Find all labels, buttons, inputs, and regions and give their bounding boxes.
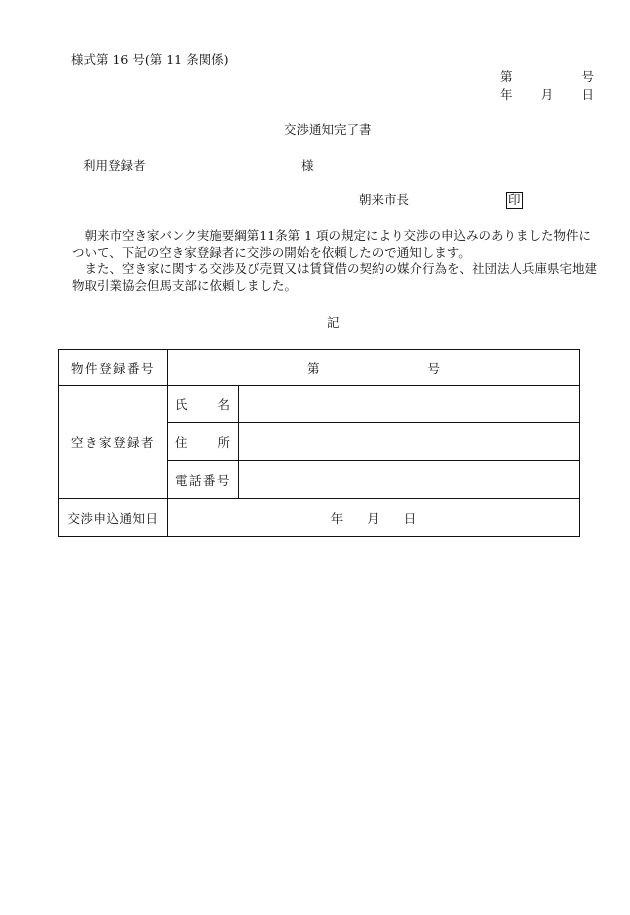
notice-date-year: 年 bbox=[330, 510, 344, 526]
property-number-value bbox=[168, 350, 580, 386]
seal-box: 印 bbox=[508, 192, 521, 207]
document-title: 交渉通知完了書 bbox=[284, 122, 372, 137]
document-number-suffix: 号 bbox=[581, 69, 594, 84]
seal-mark bbox=[506, 192, 523, 209]
recipient-label: 利用登録者 bbox=[83, 158, 146, 173]
property-number-prefix: 第 bbox=[306, 360, 320, 376]
body-paragraph-2: また、空き家に関する交渉及び売買又は賃貸借の契約の媒介行為を、社団法人兵庫県宅地建物取引業協会但馬支部に依頼しました。 bbox=[72, 261, 598, 293]
issue-date-day: 日 bbox=[581, 87, 594, 102]
note-heading: 記 bbox=[327, 315, 340, 330]
property-number-suffix: 号 bbox=[427, 360, 441, 376]
notice-date-label: 交渉申込通知日 bbox=[59, 499, 168, 537]
document-number bbox=[500, 71, 594, 84]
issue-date-month: 月 bbox=[540, 87, 554, 102]
owner-name-field[interactable] bbox=[239, 386, 580, 423]
owner-phone-label: 電話番号 bbox=[168, 461, 239, 499]
form-number: 様式第 16 号(第 11 条関係) bbox=[71, 52, 229, 67]
notice-date-value bbox=[168, 499, 580, 537]
notice-date-day: 日 bbox=[403, 510, 417, 526]
owner-name-row bbox=[59, 386, 580, 423]
document-number-prefix: 第 bbox=[500, 69, 513, 84]
property-number-row bbox=[59, 350, 580, 386]
issue-date-year: 年 bbox=[500, 87, 513, 102]
notice-date-row bbox=[59, 499, 580, 537]
owner-phone-field[interactable] bbox=[239, 461, 580, 499]
body-text bbox=[72, 228, 602, 294]
owner-address-field[interactable] bbox=[239, 423, 580, 461]
recipient-honorific: 様 bbox=[301, 158, 314, 173]
body-paragraph-1: 朝来市空き家バンク実施要綱第11条第 1 項の規定により交渉の申込みのありました物件について、下記の空き家登録者に交渉の開始を依頼したので通知します。 bbox=[72, 228, 592, 260]
owner-address-label: 住 所 bbox=[168, 423, 239, 461]
owner-label: 空き家登録者 bbox=[59, 386, 168, 499]
sender-name: 朝来市長 bbox=[359, 192, 410, 207]
issue-date bbox=[500, 89, 594, 102]
property-info-table bbox=[58, 349, 580, 537]
notice-date-month: 月 bbox=[367, 510, 380, 526]
owner-name-label: 氏 名 bbox=[168, 386, 239, 423]
property-number-label: 物件登録番号 bbox=[59, 350, 168, 386]
